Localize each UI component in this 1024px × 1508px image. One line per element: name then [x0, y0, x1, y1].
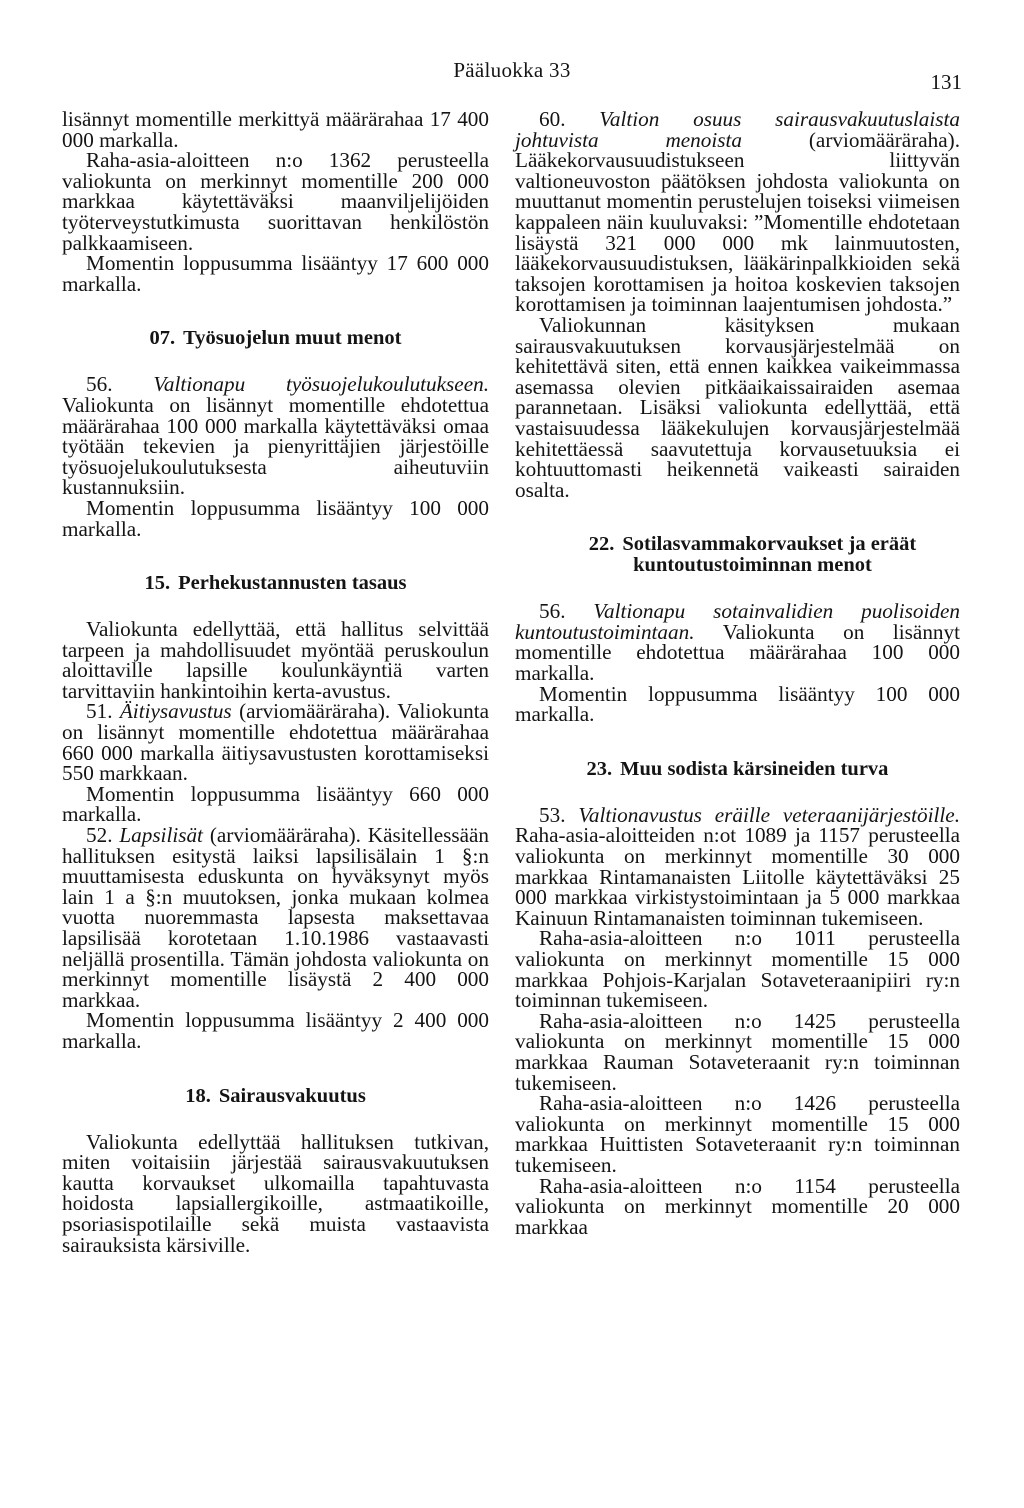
paragraph [515, 802, 960, 930]
item-title: Valtion osuus sairausvakuutuslaista johtuvista menoista [515, 107, 960, 152]
paragraph: Momentin loppusumma lisääntyy 2 400 000 markalla. [62, 1008, 489, 1053]
section-heading-18 [62, 1086, 489, 1107]
paragraph [62, 374, 489, 498]
page-number: 131 [930, 70, 962, 94]
page-header: Pääluokka 33 [453, 58, 571, 82]
heading-title: Työsuojelun muut menot [183, 327, 402, 350]
paragraph: Valiokunnan käsityksen mukaan sairausvakuutuksen korvausjärjestelmää on kehitettävä siten, että ennen kaikkea vaikeimmassa asemassa olevien pitkäaikaissairaiden asemaa parannetaan. Lisäksi valiokunta edellyttää, että vastaisuudessa lääkekulujen korvausjärjestelmää kehitettäessä saavutettuja korvausetuuksia ei kohtuuttomasti heikennetä vaikeasti sairaiden osalta. [515, 312, 960, 502]
heading-number: 07. [149, 327, 176, 350]
paragraph: Momentin loppusumma lisääntyy 660 000 markalla. [62, 781, 489, 827]
paragraph [515, 599, 960, 686]
item-number: 51. [86, 699, 113, 724]
item-title: Valtionapu työsuojelukoulutukseen. [153, 372, 489, 397]
item-title: Äitiysavustus [119, 699, 232, 724]
paragraph: Raha-asia-aloitteen n:o 1425 perusteella valiokunta on merkinnyt momentille 15 000 markkaa Rauman Sotaveteraanit ry:n toiminnan tukemiseen. [515, 1008, 960, 1095]
heading-title: Sairausvakuutus [218, 1084, 366, 1107]
heading-number: 23. [586, 757, 613, 780]
heading-number: 18. [185, 1084, 211, 1107]
heading-title: Perhekustannusten tasaus [178, 572, 407, 595]
section-heading-23 [515, 759, 960, 780]
item-number: 56. [539, 599, 566, 624]
paragraph [515, 109, 960, 315]
section-heading-15 [62, 573, 489, 594]
paragraph: Momentin loppusumma lisääntyy 100 000 markalla. [62, 495, 489, 541]
paragraph: Raha-asia-aloitteen n:o 1011 perusteella valiokunta on merkinnyt momentille 15 000 markkaa Pohjois-Karjalan Sotaveteraanipiiri ry:n toiminnan tukemiseen. [515, 926, 960, 1013]
section-heading-22 [515, 534, 960, 576]
item-text: Valiokunta on lisännyt momentille ehdotettua määrärahaa 100 000 markalla käytettäväksi omaa työtään tekevien ja pienyrittäjien järjestöille työsuojelukoulutuksesta aiheutuviin kustannuksiin. [62, 392, 489, 500]
paragraph: Valiokunta edellyttää, että hallitus selvittää tarpeen ja mahdollisuudet myöntää peruskoulun aloittaville lapsille koulunkäyntiä varten tarvittaviin hankintoihin kerta-avustus. [62, 617, 489, 703]
item-number: 56. [86, 372, 113, 397]
heading-number: 22. [588, 533, 615, 556]
item-text: (arviomääräraha). Lääkekorvausuudistukseen liittyvän valtioneuvoston päätöksen johdosta valiokunta on muuttanut momentin perustelujen toiseksi viimeisen kappaleen näin kuuluvaksi: ”Momentille ehdotetaan lisäystä 321 000 000 mk lainmuutosten, lääkekorvausuudistuksen, lääkärinpalkkioiden sekä taksojen korottamisen ja hoitoa koskevien taksojen korottamisen ja toiminnan laajentumisen johdosta.” [515, 127, 961, 317]
item-text: Raha-asia-aloitteiden n:ot 1089 ja 1157 perusteella valiokunta on merkinnyt momentille 30 000 markkaa Rintamanaisten Liitolle käytettäväksi 25 000 markkaa virkistystoimintaan ja 5 000 markkaa Kainuun Rintamanaisten toiminnan tukemiseen. [515, 823, 960, 930]
item-title: Valtionapu sotainvalidien puolisoiden kuntoutustoimintaan. [515, 599, 960, 644]
paragraph: Momentin loppusumma lisääntyy 17 600 000 markalla. [62, 251, 489, 296]
heading-title: Muu sodista kärsineiden turva [620, 757, 889, 780]
left-column [62, 109, 489, 1255]
item-text: (arviomääräraha). Käsitellessään hallituksen esitystä laiksi lapsilisälain 1 §:n muuttamisesta eduskunta on hyväksynyt myös lain 1 a §:n muutoksen, jonka mukaan kolmea vuotta nuoremmasta lapsesta maksettavaa lapsilisää korotetaan 1.10.1986 vastaavasti neljällä prosentilla. Tämän johdosta valiokunta on merkinnyt momentille lisäystä 2 400 000 markkaa. [62, 823, 490, 1012]
item-number: 53. [539, 802, 566, 827]
item-number: 52. [86, 823, 113, 848]
paragraph [62, 699, 489, 786]
paragraph: Raha-asia-aloitteen n:o 1426 perusteella valiokunta on merkinnyt momentille 15 000 markkaa Huittisten Sotaveteraanit ry:n toiminnan tukemiseen. [515, 1091, 960, 1177]
item-title: Valtionavustus eräille veteraanijärjestöille. [578, 802, 960, 827]
item-title: Lapsilisät [119, 823, 203, 848]
paragraph: Momentin loppusumma lisääntyy 100 000 markalla. [515, 681, 960, 727]
item-number: 60. [539, 107, 566, 131]
item-text: (arviomääräraha). Valiokunta on lisännyt momentille ehdotettua määrärahaa 660 000 markalla äitiysavustusten korottamiseksi 550 markkaan. [62, 699, 489, 786]
item-text: Valiokunta on lisännyt momentille ehdotettua määrärahaa 100 000 markalla. [515, 619, 960, 686]
right-column [515, 109, 960, 1237]
paragraph: Raha-asia-aloitteen n:o 1362 perusteella valiokunta on merkinnyt momentille 200 000 markkaa käytettäväksi maanviljelijöiden työterveystutkimusta suorittavan henkilöstön palkkaamiseen. [62, 148, 489, 255]
paragraph: Valiokunta edellyttää hallituksen tutkivan, miten voitaisiin järjestää sairausvakuutuksen kautta korvaukset ulkomailla tapahtuvasta hoidosta lapsiallergikoille, astmaatikoille, psoriasispotilaille sekä muista vastaavista sairauksista kärsiville. [62, 1129, 489, 1257]
paragraph [62, 825, 489, 1010]
paragraph: Raha-asia-aloitteen n:o 1154 perusteella valiokunta on merkinnyt momentille 20 000 markkaa [515, 1173, 960, 1239]
paragraph: lisännyt momentille merkittyä määrärahaa 17 400 000 markalla. [62, 107, 489, 152]
section-heading-07 [62, 328, 489, 349]
heading-number: 15. [144, 572, 171, 595]
heading-title: Sotilasvammakorvaukset ja eräät kuntoutustoiminnan menot [622, 533, 917, 577]
